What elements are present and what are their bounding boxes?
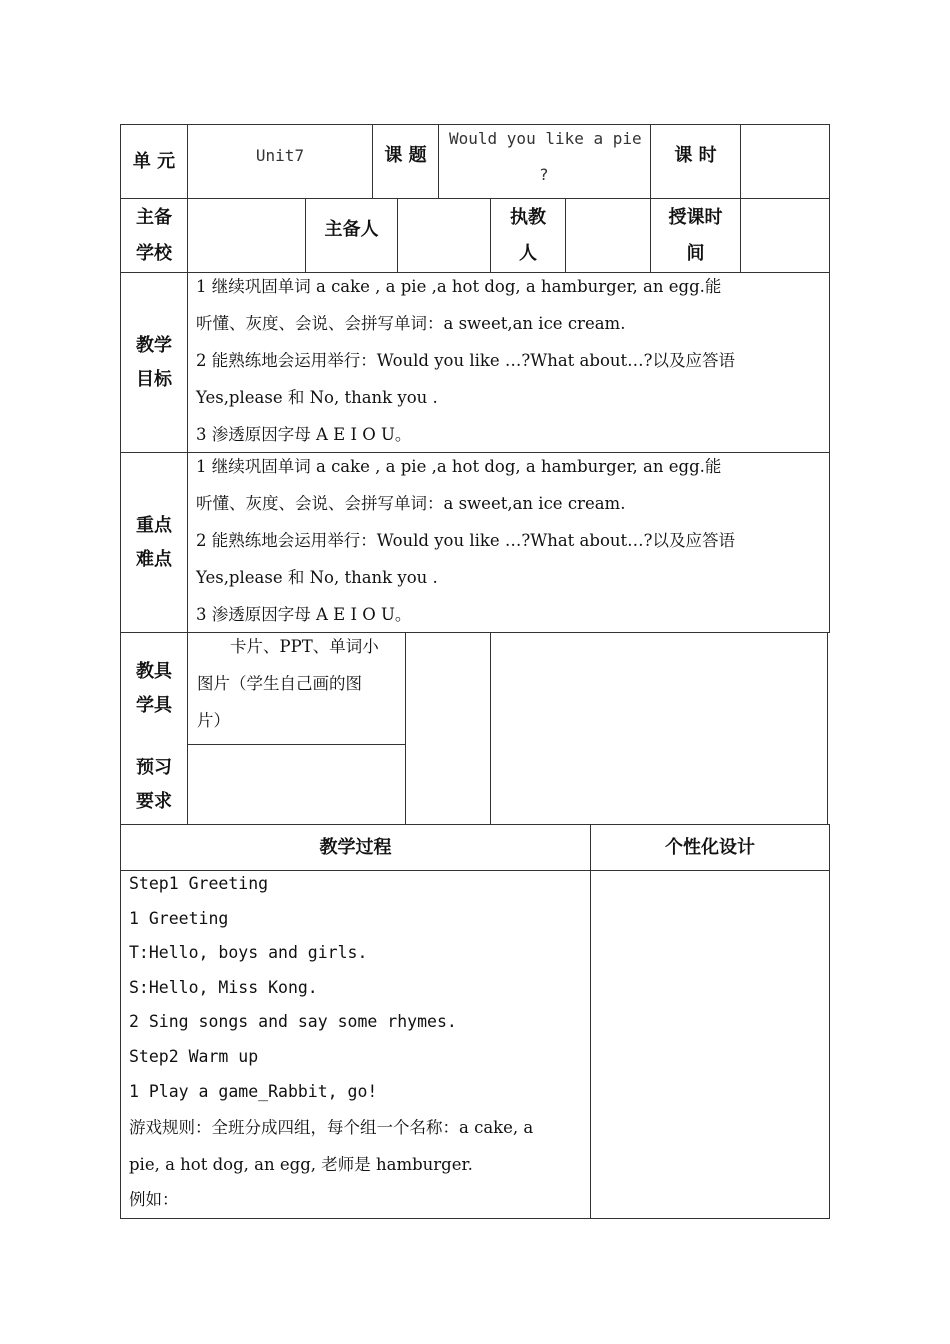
materials-label-line-2: 学具 [136,694,172,716]
table-divider [187,744,405,745]
table-divider [405,632,406,824]
objectives-label-line-2: 目标 [136,368,172,390]
teacher-label-line-1: 执教 [510,206,546,228]
topic-value [439,125,650,198]
preparer-value [398,199,490,272]
school-label-line-2: 学校 [136,242,172,264]
key-points-line: Yes,please 和 No, thank you . [196,568,438,587]
key-points-label-line-2: 难点 [136,548,172,570]
table-border [120,1218,830,1219]
materials-text [197,628,405,739]
preparer-label: 主备人 [324,219,379,240]
preview-label [121,745,187,824]
objectives-line: 3 渗透原因字母 A E I O U。 [196,425,412,444]
key-points-line: 听懂、灰度、会说、会拼写单词：a sweet,an ice cream. [196,494,626,513]
objectives-line: Yes,please 和 No, thank you . [196,388,438,407]
key-points-line: 2 能熟练地会运用举行：Would you like …?What about…?以及应答语 [196,531,735,550]
table-border [829,824,830,1219]
table-border [827,632,828,824]
topic-line-2: ? [539,165,549,184]
table-divider [490,632,491,824]
key-points-text [196,448,826,633]
materials-line: 图片（学生自己画的图 [197,674,362,693]
objectives-label-line-1: 教学 [136,334,172,356]
school-value [188,199,305,272]
process-line: 例如： [129,1190,179,1210]
time-label-line-1: 授课时 [668,206,723,228]
time-value [741,199,829,272]
topic-label: 课 题 [384,145,427,166]
key-points-line: 3 渗透原因字母 A E I O U。 [196,605,412,624]
objectives-label [121,273,187,452]
process-line: S:Hello, Miss Kong. [129,977,318,997]
materials-label [121,633,187,744]
design-content [591,871,829,1218]
process-line: Step1 Greeting [129,874,269,893]
objectives-line: 1 继续巩固单词 a cake , a pie ,a hot dog, a hamburger, an egg.能 [196,277,722,296]
materials-line: 片） [197,711,230,730]
process-header: 教学过程 [319,836,392,858]
period-value [741,125,829,198]
unit-label: 单 元 [132,150,176,172]
process-line: T:Hello, boys and girls. [129,943,368,963]
key-points-label-line-1: 重点 [136,514,172,536]
objectives-text [196,268,826,453]
process-line: 1 Play a game_Rabbit, go! [129,1081,378,1101]
process-line: 2 Sing songs and say some rhymes. [129,1012,457,1032]
time-label [651,199,740,272]
process-line: 游戏规则：全班分成四组，每个组一个名称：a cake, a [129,1118,534,1138]
objectives-line: 2 能熟练地会运用举行：Would you like …?What about…?以及应答语 [196,351,735,370]
school-label-line-1: 主备 [136,206,172,228]
time-label-line-2: 间 [686,242,705,264]
teacher-label-line-2: 人 [519,242,537,264]
table-border [829,124,830,632]
materials-line: 卡片、PPT、单词小 [197,637,379,656]
topic-line-1: Would you like a pie [449,129,642,148]
unit-value: Unit7 [255,145,305,165]
preview-label-line-1: 预习 [136,756,172,778]
materials-label-line-1: 教具 [136,660,172,682]
school-label [121,199,187,272]
process-line: Step2 Warm up [129,1046,259,1066]
key-points-line: 1 继续巩固单词 a cake , a pie ,a hot dog, a hamburger, an egg.能 [196,457,722,476]
process-line: 1 Greeting [129,908,229,928]
teacher-label [491,199,565,272]
process-line: pie, a hot dog, an egg, 老师是 hamburger. [129,1155,473,1175]
key-points-label [121,453,187,632]
process-content [129,867,587,1218]
preview-label-line-2: 要求 [136,790,172,812]
design-header: 个性化设计 [665,836,755,858]
objectives-line: 听懂、灰度、会说、会拼写单词：a sweet,an ice cream. [196,314,626,333]
teacher-value [566,199,650,272]
period-label: 课 时 [674,145,717,166]
